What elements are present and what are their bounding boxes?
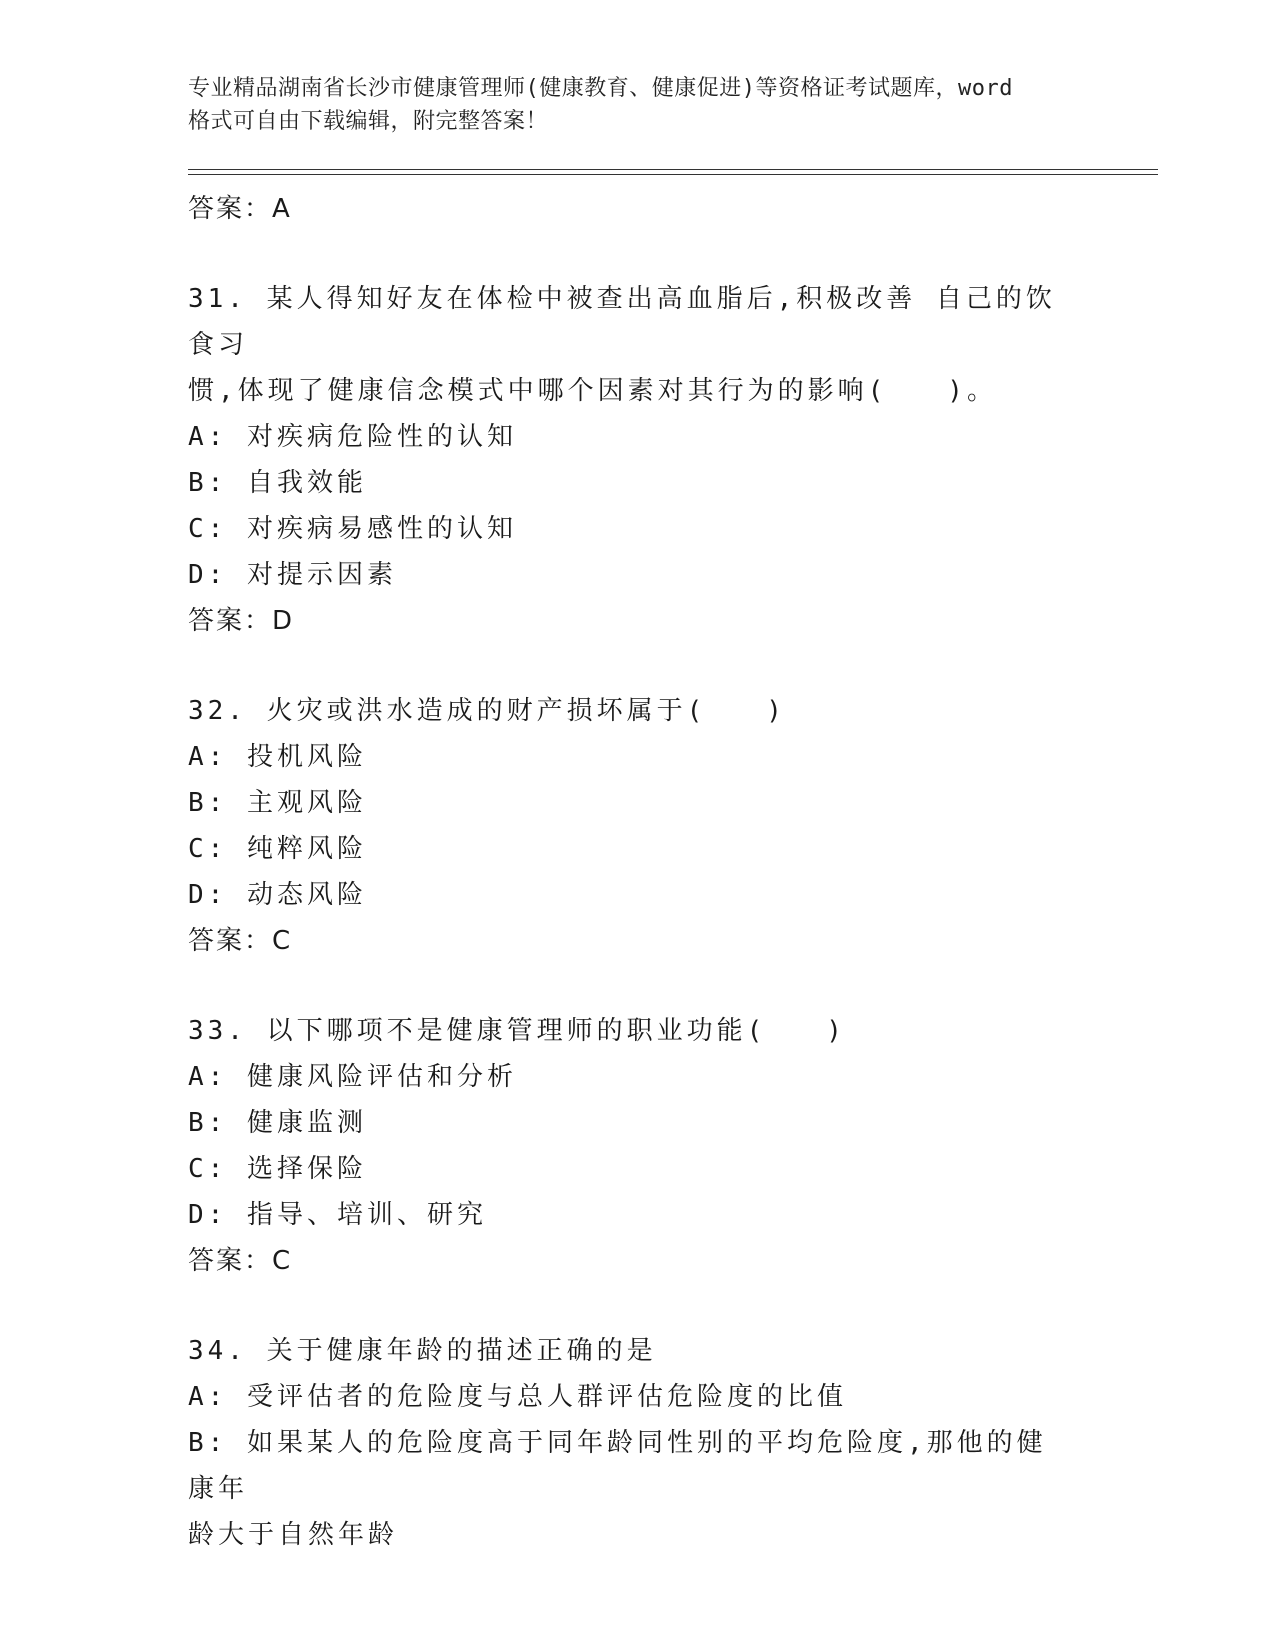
option-a: A: 对疾病危险性的认知 xyxy=(188,422,517,452)
question-32 xyxy=(188,688,1068,964)
option-b: B: 自我效能 xyxy=(188,468,367,498)
option-b-line-2: 龄大于自然年龄 xyxy=(188,1520,399,1550)
question-stem-line-1: 32. 火灾或洪水造成的财产损坏属于( ) xyxy=(188,696,786,726)
header-rule-bottom xyxy=(188,174,1158,175)
question-stem-line-1: 33. 以下哪项不是健康管理师的职业功能( ) xyxy=(188,1016,846,1046)
option-b xyxy=(188,1420,1068,1558)
header-rule-top xyxy=(188,169,1158,170)
header-line-1: 专业精品湖南省长沙市健康管理师(健康教育、健康促进)等资格证考试题库，word xyxy=(188,76,1013,101)
document-header xyxy=(188,72,1088,138)
option-a: A: 健康风险评估和分析 xyxy=(188,1062,517,1092)
answer: 答案：C xyxy=(188,926,293,956)
option-b: B: 主观风险 xyxy=(188,788,367,818)
option-b: B: 健康监测 xyxy=(188,1108,367,1138)
header-line-2: 格式可自由下载编辑，附完整答案！ xyxy=(188,109,549,134)
previous-answer: 答案：A xyxy=(188,194,292,224)
question-stem-line-1: 31. 某人得知好友在体检中被查出高血脂后,积极改善 自己的饮食习 xyxy=(188,284,1056,360)
option-c: C: 选择保险 xyxy=(188,1154,367,1184)
question-list xyxy=(188,186,1068,1558)
answer: 答案：C xyxy=(188,1246,293,1276)
option-a: A: 受评估者的危险度与总人群评估危险度的比值 xyxy=(188,1382,847,1412)
question-stem-line-1: 34. 关于健康年龄的描述正确的是 xyxy=(188,1336,657,1366)
option-b-line-1: B: 如果某人的危险度高于同年龄同性别的平均危险度,那他的健康年 xyxy=(188,1428,1047,1504)
question-34 xyxy=(188,1328,1068,1558)
question-33 xyxy=(188,1008,1068,1284)
option-c: C: 对疾病易感性的认知 xyxy=(188,514,517,544)
option-d: D: 指导、培训、研究 xyxy=(188,1200,487,1230)
option-d: D: 对提示因素 xyxy=(188,560,397,590)
option-c: C: 纯粹风险 xyxy=(188,834,367,864)
option-a: A: 投机风险 xyxy=(188,742,367,772)
question-stem-line-2: 惯,体现了健康信念模式中哪个因素对其行为的影响( )。 xyxy=(188,376,997,406)
question-31 xyxy=(188,276,1068,644)
option-d: D: 动态风险 xyxy=(188,880,367,910)
answer: 答案：D xyxy=(188,606,295,636)
